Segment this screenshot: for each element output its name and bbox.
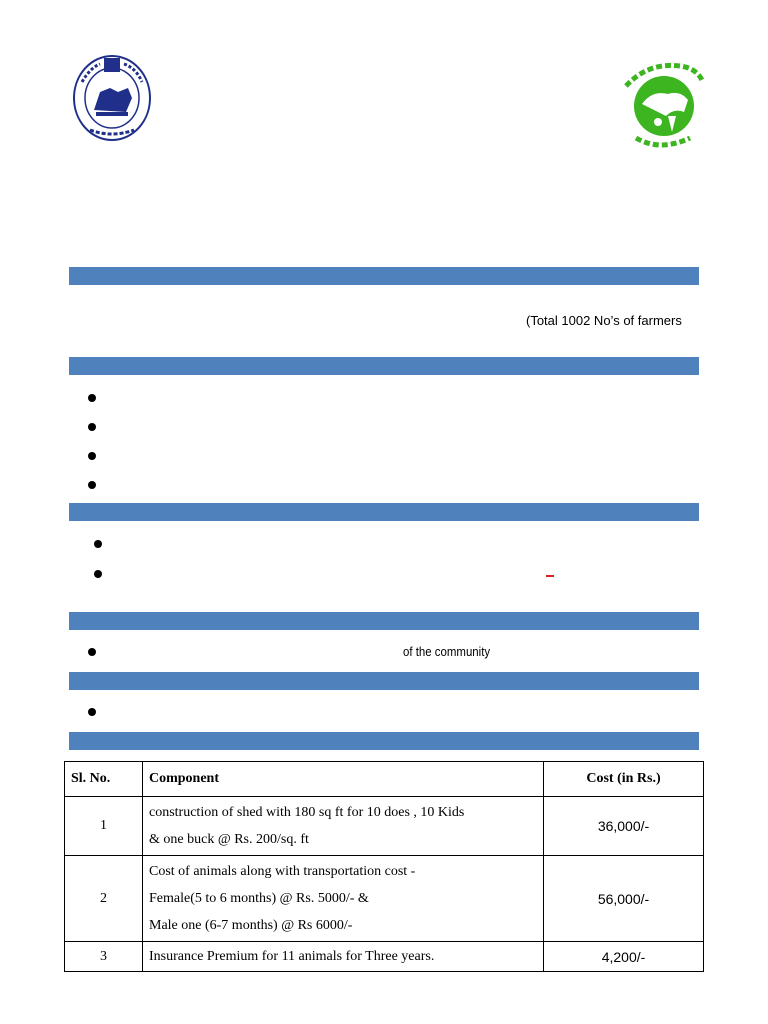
- section-header-band: [69, 612, 699, 630]
- table-row: [65, 797, 704, 856]
- component-line: & one buck @ Rs. 200/sq. ft: [149, 832, 309, 847]
- row-component: [143, 856, 544, 942]
- list-bullet: [88, 394, 96, 402]
- table-row: [65, 856, 704, 942]
- table-row: [65, 942, 704, 972]
- list-bullet: [88, 423, 96, 431]
- red-dash-mark: [546, 575, 554, 577]
- farmers-total-note: (Total 1002 No’s of farmers: [526, 313, 682, 328]
- list-bullet: [88, 708, 96, 716]
- row-cost: 36,000/-: [544, 797, 704, 856]
- row-cost: 4,200/-: [544, 942, 704, 972]
- table-header-row: [65, 762, 704, 797]
- component-line: Insurance Premium for 11 animals for Three years.: [149, 948, 435, 964]
- column-header-cost: Cost (in Rs.): [544, 762, 704, 797]
- section-header-band: [69, 672, 699, 690]
- list-bullet: [94, 540, 102, 548]
- goat-farming-logo: [618, 60, 710, 152]
- row-component: [143, 942, 544, 972]
- section-header-band: [69, 732, 699, 750]
- section-header-band: [69, 503, 699, 521]
- component-line: Male one (6-7 months) @ Rs 6000/-: [149, 918, 353, 933]
- section-header-band: [69, 357, 699, 375]
- row-sl-no: 1: [65, 797, 143, 856]
- list-bullet: [88, 648, 96, 656]
- component-line: construction of shed with 180 sq ft for 10 does , 10 Kids: [149, 805, 465, 820]
- section-header-band: [69, 267, 699, 285]
- row-cost: 56,000/-: [544, 856, 704, 942]
- row-sl-no: 3: [65, 942, 143, 972]
- cost-table: [64, 761, 704, 972]
- odisha-emblem-logo: [70, 52, 154, 144]
- row-component: [143, 797, 544, 856]
- community-text: of the community: [403, 644, 491, 659]
- list-bullet: [88, 481, 96, 489]
- list-bullet: [94, 570, 102, 578]
- list-bullet: [88, 452, 96, 460]
- component-line: Cost of animals along with transportation cost -: [149, 864, 416, 879]
- column-header-sl-no: Sl. No.: [65, 762, 143, 797]
- row-sl-no: 2: [65, 856, 143, 942]
- column-header-component: Component: [143, 762, 544, 797]
- component-line: Female(5 to 6 months) @ Rs. 5000/- &: [149, 891, 369, 906]
